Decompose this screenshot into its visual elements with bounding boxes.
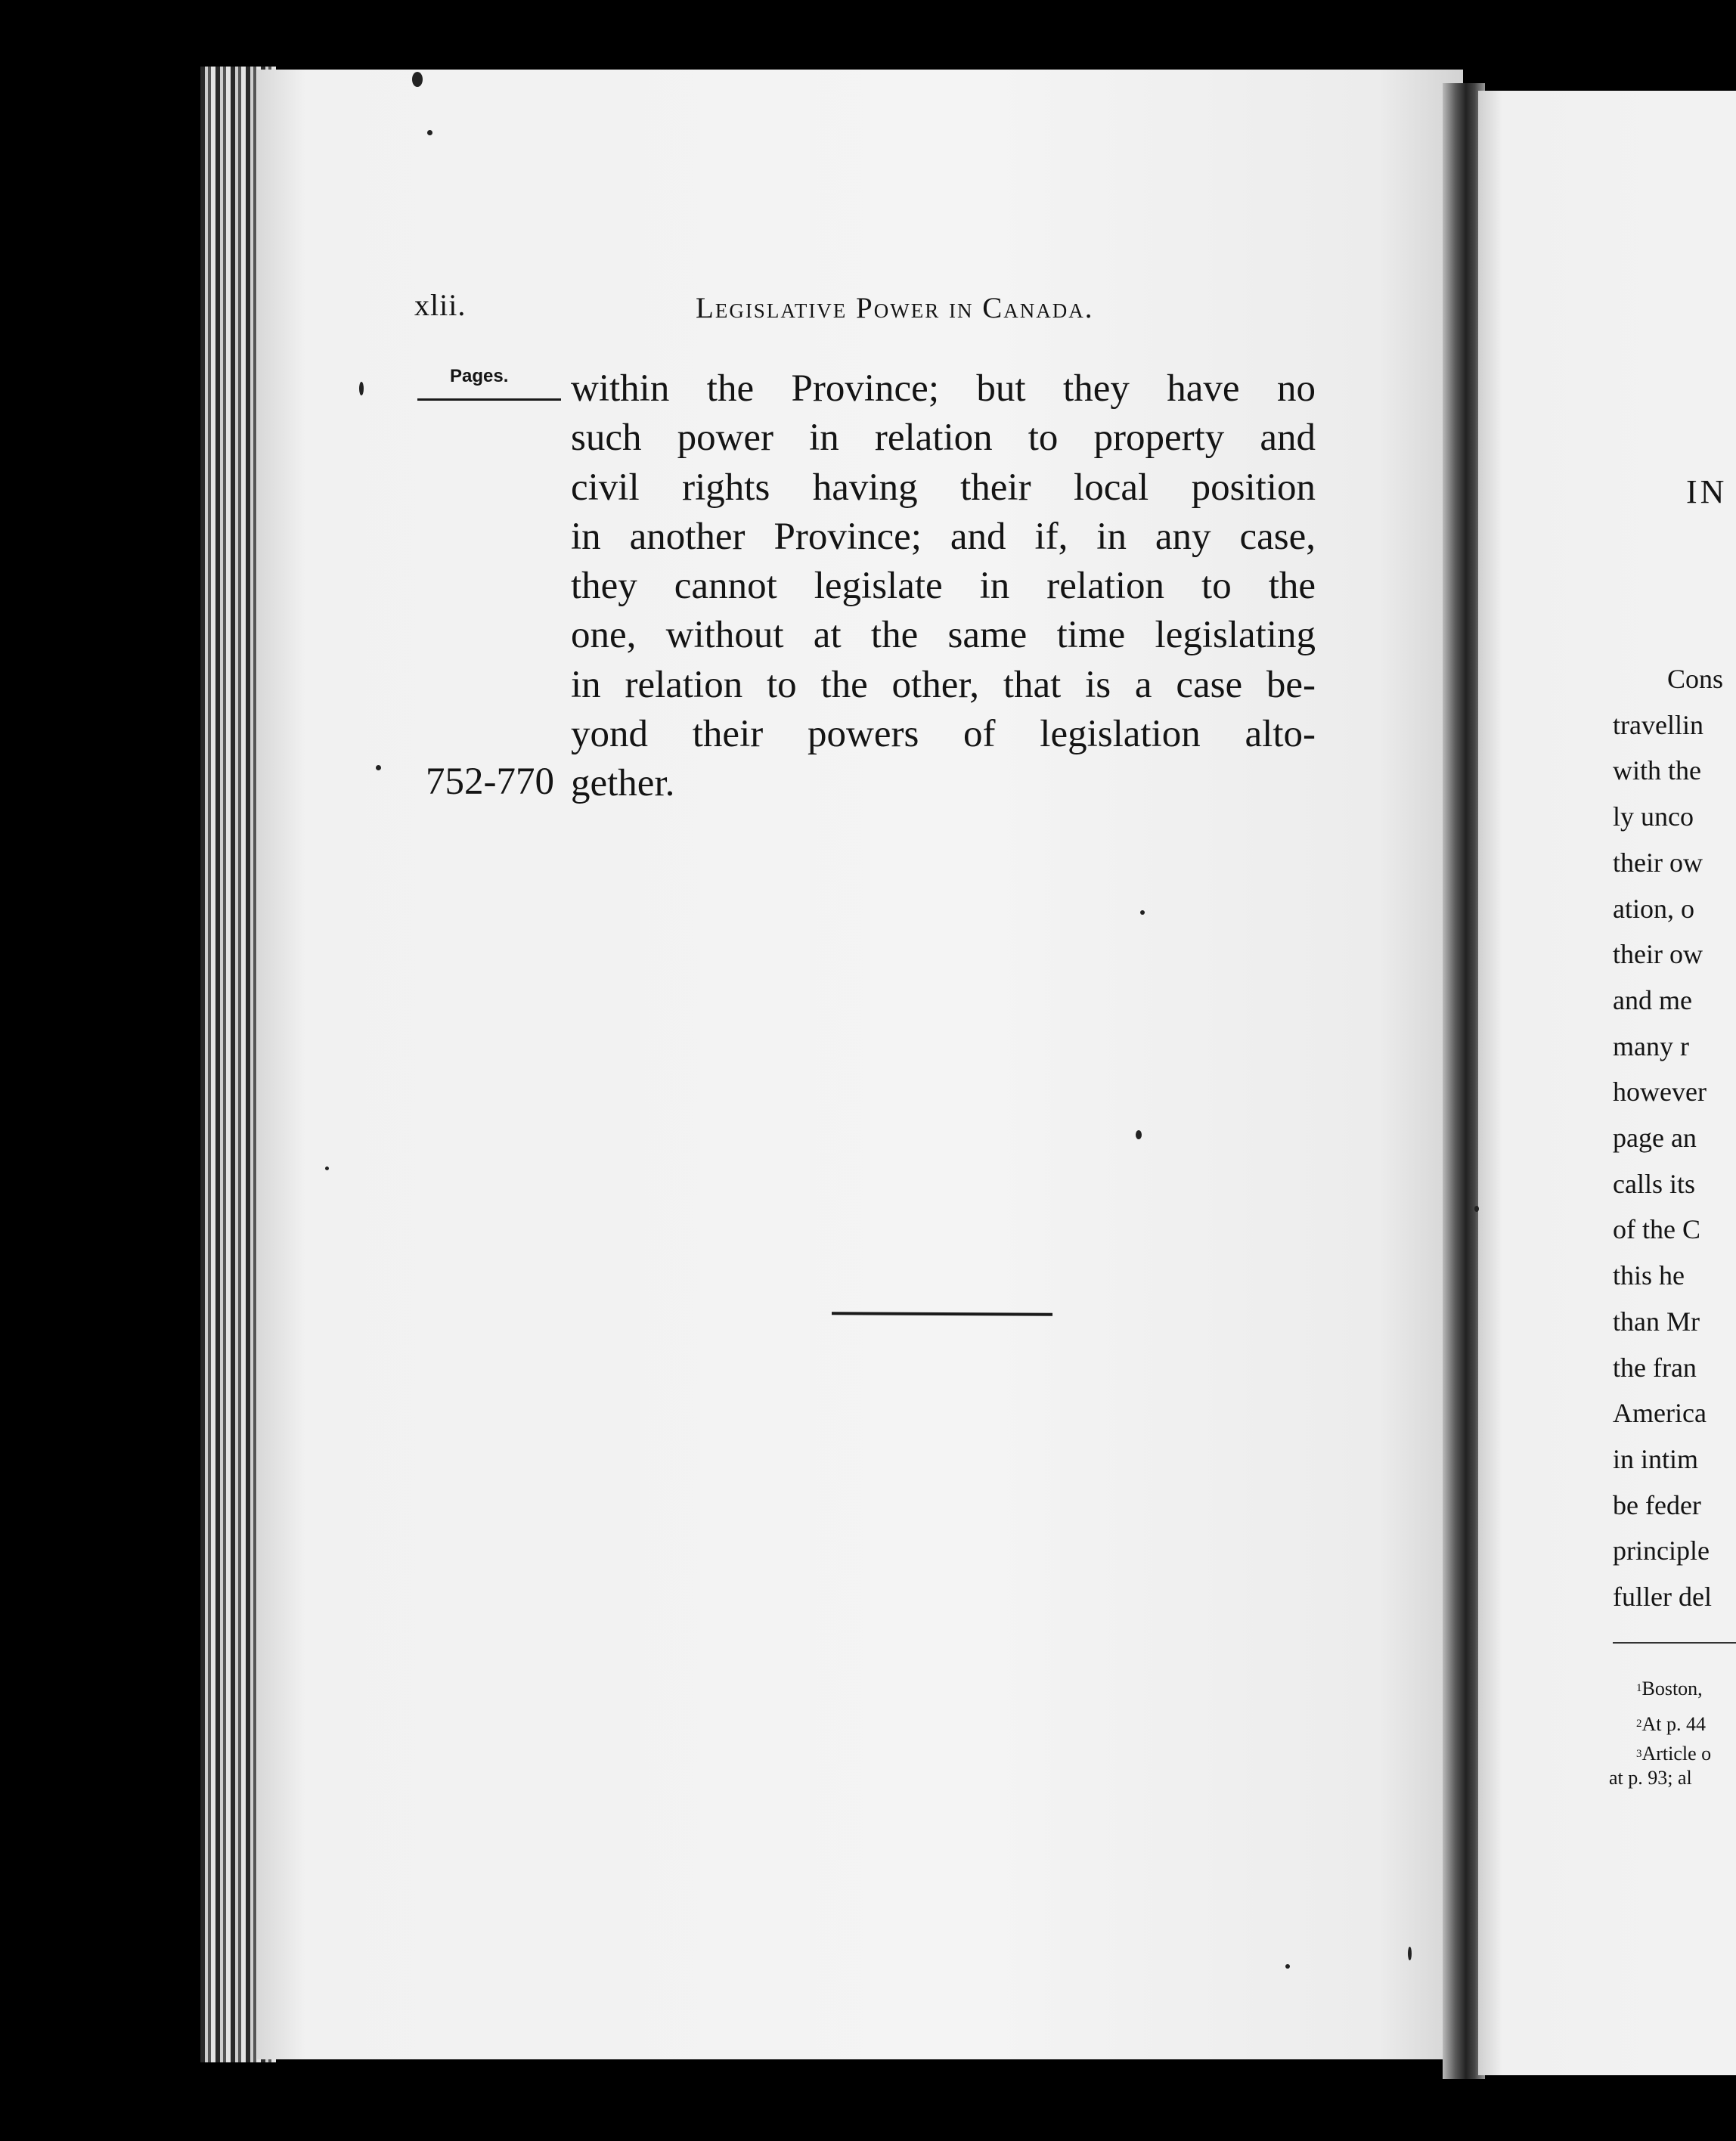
scan-speck: [1136, 1130, 1142, 1139]
right-text-line: with the: [1613, 755, 1701, 786]
right-text-line: be feder: [1613, 1489, 1701, 1520]
running-head: Legislative Power in Canada.: [696, 292, 1094, 324]
footnote-text: Article o: [1641, 1743, 1712, 1765]
right-text-line: calls its: [1613, 1168, 1695, 1199]
margin-label: Pages.: [450, 366, 509, 386]
right-page-footnotes: [1609, 1671, 1736, 1790]
scan-speck: [1140, 910, 1145, 915]
footnote-rule: [1613, 1642, 1736, 1644]
scan-speck: [376, 765, 381, 770]
margin-page-reference: 752-770: [426, 761, 554, 803]
right-text-line: than Mr: [1613, 1306, 1700, 1337]
right-page-heading: IN: [1686, 473, 1728, 510]
scan-speck: [1408, 1947, 1412, 1960]
footnote-text: Boston,: [1641, 1678, 1703, 1699]
body-line: within the Province; but they have no: [571, 367, 1316, 410]
right-page-text: [1613, 656, 1736, 1620]
body-line: they cannot legislate in relation to the: [571, 565, 1316, 608]
scan-speck: [427, 130, 432, 135]
right-text-line: America: [1613, 1398, 1707, 1429]
scan-speck: [359, 382, 364, 395]
right-text-line: the fran: [1613, 1352, 1697, 1383]
margin-rule: [417, 398, 561, 401]
right-text-line: this he: [1613, 1260, 1685, 1291]
right-text-line: travellin: [1613, 709, 1703, 740]
body-line: gether.: [571, 762, 675, 805]
footnote: [1609, 1766, 1736, 1790]
body-line: civil rights having their local position: [571, 466, 1316, 509]
right-text-line: their ow: [1613, 939, 1703, 970]
right-text-line: principle: [1613, 1535, 1710, 1566]
right-text-line: fuller del: [1613, 1582, 1712, 1613]
page-number: xlii.: [414, 288, 467, 322]
right-text-line: page an: [1613, 1123, 1697, 1154]
scan-speck: [1474, 1206, 1479, 1212]
footnote-marker: 2: [1636, 1718, 1642, 1730]
footnote: [1609, 1706, 1736, 1742]
scan-speck: [325, 1167, 329, 1170]
footnote: [1609, 1742, 1736, 1766]
scan-speck: [1285, 1964, 1290, 1969]
body-paragraph: [571, 364, 1316, 809]
footnote-marker: 3: [1636, 1748, 1642, 1760]
body-line: such power in relation to property and: [571, 417, 1316, 460]
body-line: one, without at the same time legislating: [571, 614, 1316, 657]
right-text-line: however: [1613, 1077, 1707, 1108]
footnote-marker: 1: [1636, 1682, 1642, 1694]
footnote-text: At p. 44: [1641, 1713, 1706, 1735]
body-line: in relation to the other, that is a case be-: [571, 663, 1316, 706]
body-line: yond their powers of legislation alto-: [571, 713, 1316, 756]
footnote-text: at p. 93; al: [1609, 1767, 1692, 1789]
right-text-line: Cons: [1667, 664, 1724, 694]
right-text-line: ly unco: [1613, 801, 1694, 832]
right-text-line: of the C: [1613, 1214, 1700, 1245]
right-text-line: and me: [1613, 984, 1692, 1015]
footnote: [1609, 1671, 1736, 1706]
right-text-line: many r: [1613, 1030, 1689, 1061]
right-text-line: their ow: [1613, 847, 1703, 878]
right-text-line: ation, o: [1613, 893, 1694, 924]
right-text-line: in intim: [1613, 1443, 1699, 1474]
body-line: in another Province; and if, in any case,: [571, 515, 1316, 558]
scan-speck: [412, 72, 423, 87]
